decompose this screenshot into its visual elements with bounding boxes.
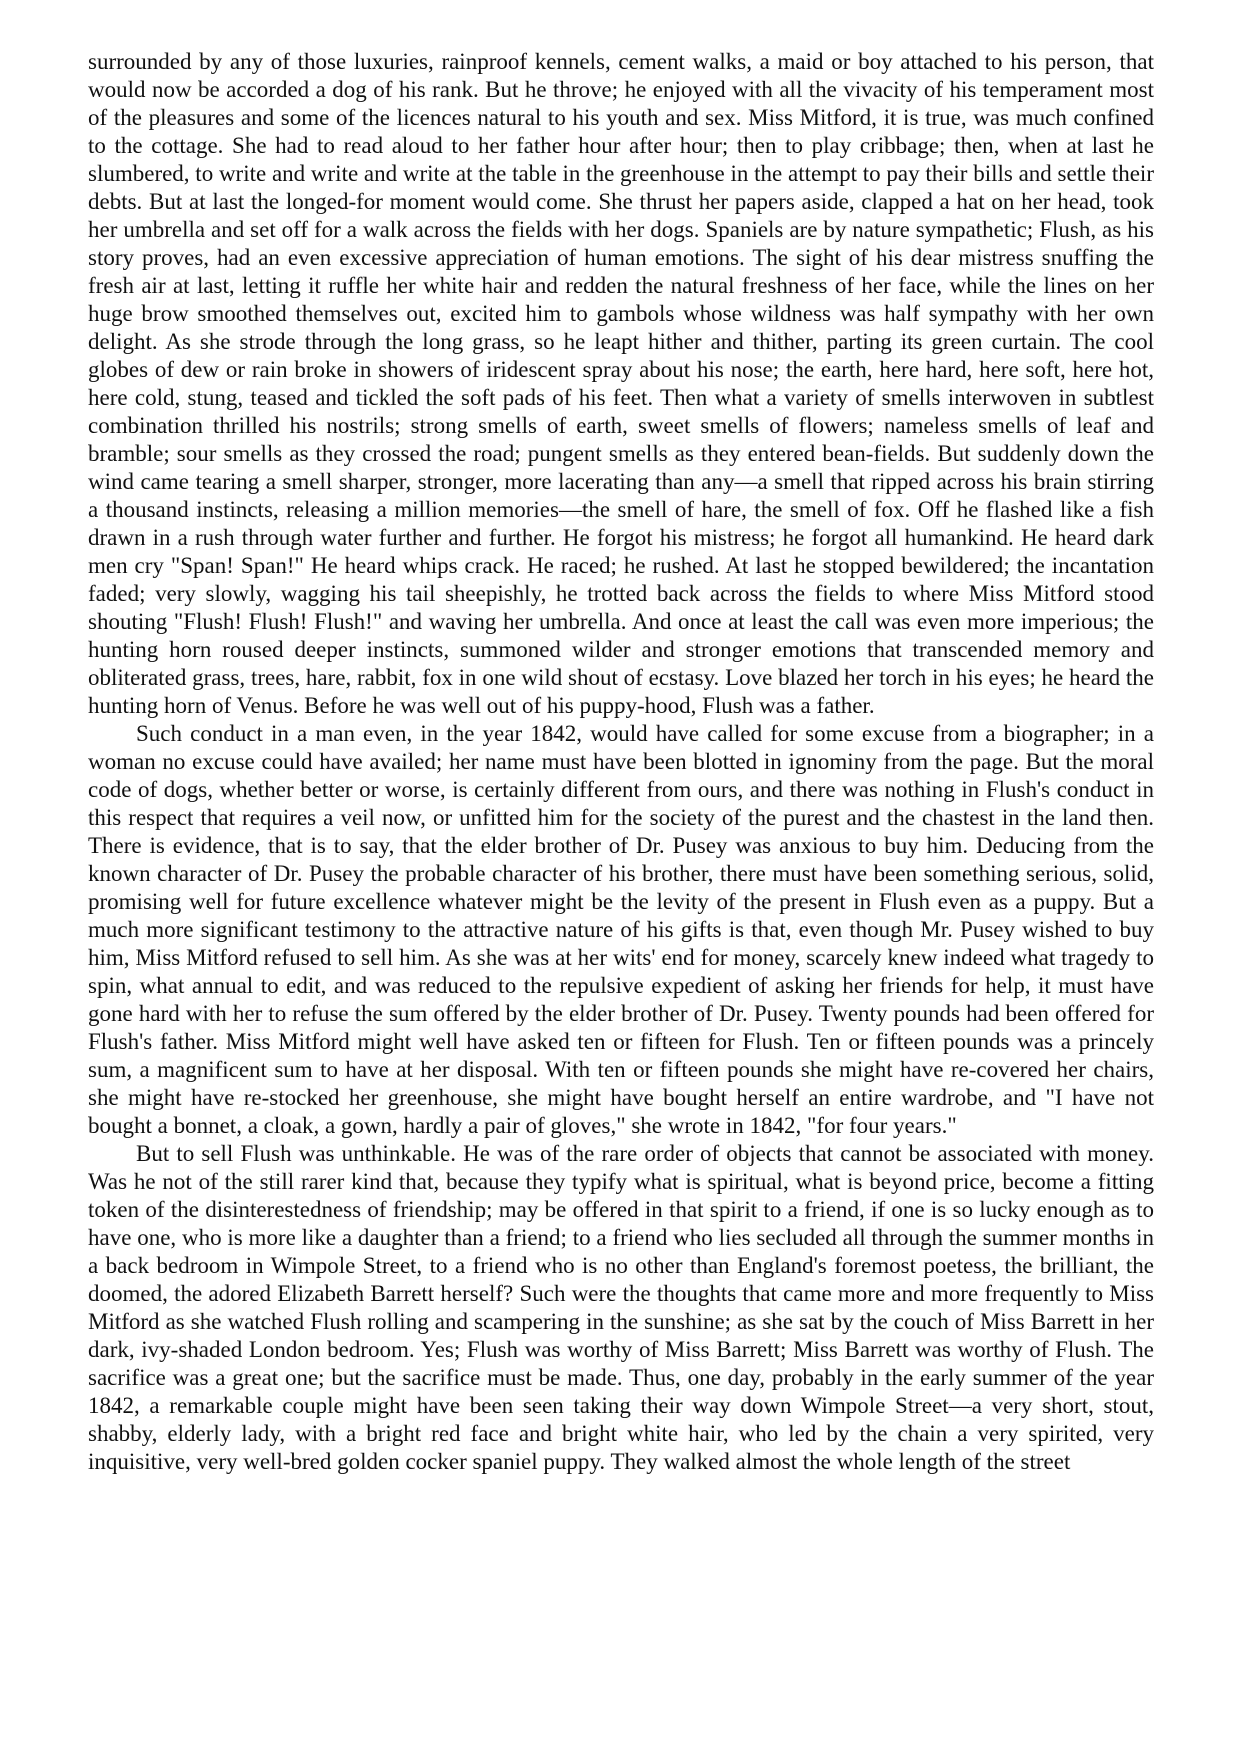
document-page [88,48,1154,1476]
paragraph-1: surrounded by any of those luxuries, rainproof kennels, cement walks, a maid or boy attached to his person, that would now be accorded a dog of his rank. But he throve; he enjoyed with all the vivacity of his temperament most of the pleasures and some of the licences natural to his youth and sex. Miss Mitford, it is true, was much confined to the cottage. She had to read aloud to her father hour after hour; then to play cribbage; then, when at last he slumbered, to write and write and write at the table in the greenhouse in the attempt to pay their bills and settle their debts. But at last the longed-for moment would come. She thrust her papers aside, clapped a hat on her head, took her umbrella and set off for a walk across the fields with her dogs. Spaniels are by nature sympathetic; Flush, as his story proves, had an even excessive appreciation of human emotions. The sight of his dear mistress snuffing the fresh air at last, letting it ruffle her white hair and redden the natural freshness of her face, while the lines on her huge brow smoothed themselves out, excited him to gambols whose wildness was half sympathy with her own delight. As she strode through the long grass, so he leapt hither and thither, parting its green curtain. The cool globes of dew or rain broke in showers of iridescent spray about his nose; the earth, here hard, here soft, here hot, here cold, stung, teased and tickled the soft pads of his feet. Then what a variety of smells interwoven in subtlest combination thrilled his nostrils; strong smells of earth, sweet smells of flowers; nameless smells of leaf and bramble; sour smells as they crossed the road; pungent smells as they entered bean-fields. But suddenly down the wind came tearing a smell sharper, stronger, more lacerating than any—a smell that ripped across his brain stirring a thousand instincts, releasing a million memories—the smell of hare, the smell of fox. Off he flashed like a fish drawn in a rush through water further and further. He forgot his mistress; he forgot all humankind. He heard dark men cry "Span! Span!" He heard whips crack. He raced; he rushed. At last he stopped bewildered; the incantation faded; very slowly, wagging his tail sheepishly, he trotted back across the fields to where Miss Mitford stood shouting "Flush! Flush! Flush!" and waving her umbrella. And once at least the call was even more imperious; the hunting horn roused deeper instincts, summoned wilder and stronger emotions that transcended memory and obliterated grass, trees, hare, rabbit, fox in one wild shout of ecstasy. Love blazed her torch in his eyes; he heard the hunting horn of Venus. Before he was well out of his puppy-hood, Flush was a father. [88,49,1154,718]
paragraph-3: But to sell Flush was unthinkable. He was of the rare order of objects that cannot be associated with money. Was he not of the still rarer kind that, because they typify what is spiritual, what is beyond price, become a fitting token of the disinterestedness of friendship; may be offered in that spirit to a friend, if one is so lucky enough as to have one, who is more like a daughter than a friend; to a friend who lies secluded all through the summer months in a back bedroom in Wimpole Street, to a friend who is no other than England's foremost poetess, the brilliant, the doomed, the adored Elizabeth Barrett herself? Such were the thoughts that came more and more frequently to Miss Mitford as she watched Flush rolling and scampering in the sunshine; as she sat by the couch of Miss Barrett in her dark, ivy-shaded London bedroom. Yes; Flush was worthy of Miss Barrett; Miss Barrett was worthy of Flush. The sacrifice was a great one; but the sacrifice must be made. Thus, one day, probably in the early summer of the year 1842, a remarkable couple might have been seen taking their way down Wimpole Street—a very short, stout, shabby, elderly lady, with a bright red face and bright white hair, who led by the chain a very spirited, very inquisitive, very well-bred golden cocker spaniel puppy. They walked almost the whole length of the street [88,1141,1154,1474]
paragraph-2: Such conduct in a man even, in the year 1842, would have called for some excuse from a biographer; in a woman no excuse could have availed; her name must have been blotted in ignominy from the page. But the moral code of dogs, whether better or worse, is certainly different from ours, and there was nothing in Flush's conduct in this respect that requires a veil now, or unfitted him for the society of the purest and the chastest in the land then. There is evidence, that is to say, that the elder brother of Dr. Pusey was anxious to buy him. Deducing from the known character of Dr. Pusey the probable character of his brother, there must have been something serious, solid, promising well for future excellence whatever might be the levity of the present in Flush even as a puppy. But a much more significant testimony to the attractive nature of his gifts is that, even though Mr. Pusey wished to buy him, Miss Mitford refused to sell him. As she was at her wits' end for money, scarcely knew indeed what tragedy to spin, what annual to edit, and was reduced to the repulsive expedient of asking her friends for help, it must have gone hard with her to refuse the sum offered by the elder brother of Dr. Pusey. Twenty pounds had been offered for Flush's father. Miss Mitford might well have asked ten or fifteen for Flush. Ten or fifteen pounds was a princely sum, a magnificent sum to have at her disposal. With ten or fifteen pounds she might have re-covered her chairs, she might have re-stocked her greenhouse, she might have bought herself an entire wardrobe, and "I have not bought a bonnet, a cloak, a gown, hardly a pair of gloves," she wrote in 1842, "for four years." [88,721,1154,1138]
